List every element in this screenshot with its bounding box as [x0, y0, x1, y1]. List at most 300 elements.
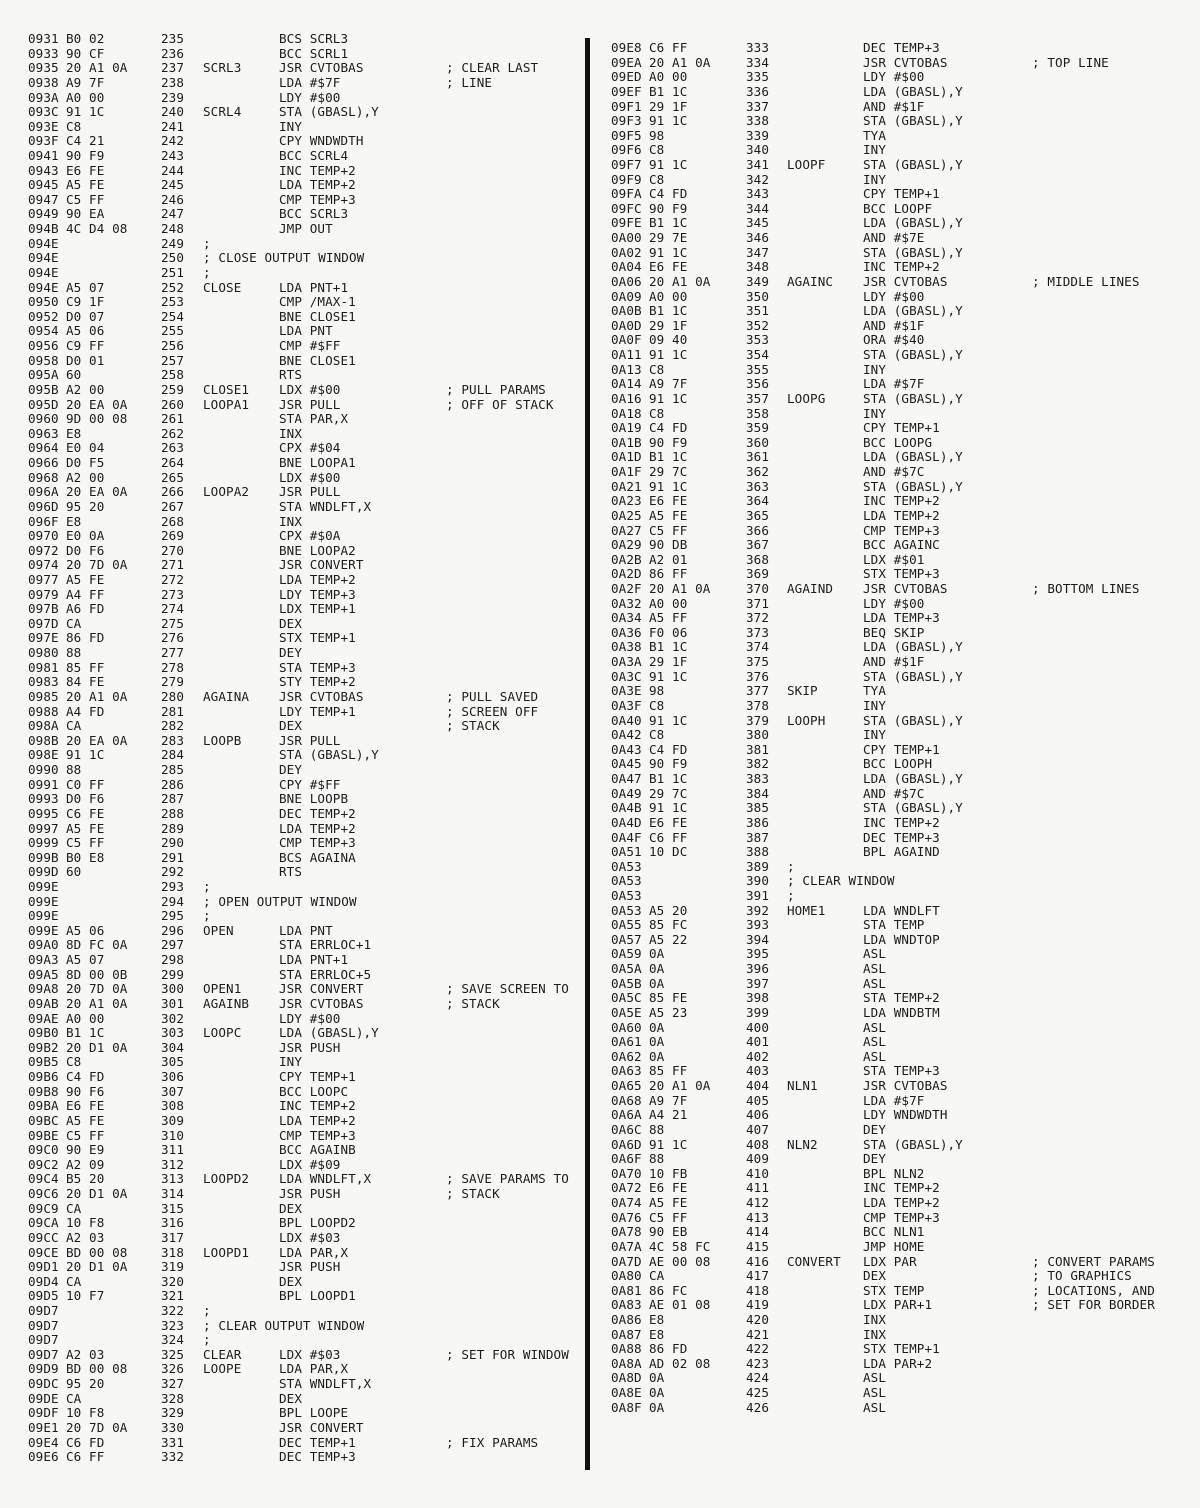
listing-line: 368 [746, 551, 770, 567]
listing-op: RTS [279, 367, 303, 383]
listing-line [596, 230, 1200, 245]
listing-line [596, 1137, 1200, 1152]
listing-addr: 0952 [28, 308, 59, 324]
listing-line [0, 908, 586, 923]
listing-op: INY [279, 1054, 303, 1070]
listing-op: LDY TEMP+1 [279, 703, 356, 719]
listing-code: 85 FC [649, 917, 688, 933]
listing-line: 341 [746, 157, 770, 172]
listing-op: LDA PAR,X [279, 1244, 349, 1260]
listing-op: BPL LOOPE [279, 1405, 349, 1421]
listing-op: BPL LOOPD2 [279, 1215, 356, 1231]
listing-code: D0 F6 [66, 542, 105, 558]
listing-code: E6 FE [649, 259, 688, 275]
listing-line [0, 996, 586, 1011]
listing-line [596, 347, 1200, 362]
listing-code: A5 20 [649, 902, 688, 918]
column-divider [585, 38, 590, 1470]
listing-line [0, 280, 586, 295]
listing-op: LDA PNT+1 [279, 952, 349, 968]
listing-line [596, 844, 1200, 859]
listing-addr: 0A21 [611, 478, 642, 494]
listing-line [596, 215, 1200, 230]
listing-line [0, 1157, 586, 1172]
listing-op: AND #$7C [863, 785, 925, 801]
listing-line [0, 119, 586, 134]
listing-op: LDA #$7F [279, 74, 341, 90]
listing-comment: ; PULL PARAMS [446, 381, 546, 397]
listing-label: ; [203, 1302, 211, 1318]
listing-line [0, 1098, 586, 1113]
listing-op: ORA #$40 [863, 332, 925, 348]
listing-addr: 0A13 [611, 361, 642, 377]
listing-addr: 0963 [28, 425, 59, 441]
listing-code: A5 FE [66, 571, 105, 587]
listing-addr: 0A2B [611, 551, 642, 567]
listing-code: 90 E9 [66, 1142, 105, 1158]
listing-op: LDA WNDLFT [863, 902, 940, 918]
listing-line: 402 [746, 1048, 770, 1064]
listing-addr: 0985 [28, 688, 59, 704]
listing-line [596, 786, 1200, 801]
listing-op: LDX #$03 [279, 1229, 341, 1245]
listing-op: LDX PAR [863, 1253, 917, 1269]
listing-addr: 0A60 [611, 1019, 642, 1035]
listing-op: STA WNDLFT,X [279, 498, 372, 514]
listing-code: 86 FF [649, 566, 688, 582]
listing-line: 268 [161, 513, 185, 529]
listing-code: C5 FF [649, 522, 688, 538]
listing-line: 276 [161, 630, 185, 646]
listing-addr: 09F7 [611, 157, 642, 172]
listing-op: AND #$1F [863, 317, 925, 333]
listing-line [596, 464, 1200, 479]
listing-code: A5 FE [66, 820, 105, 836]
listing-line: 406 [746, 1107, 770, 1123]
listing-addr: 09A0 [28, 937, 59, 953]
listing-line [596, 362, 1200, 377]
listing-line: 373 [746, 624, 770, 640]
listing-addr: 0966 [28, 455, 59, 470]
listing-op: CMP #$FF [279, 338, 341, 353]
listing-line: 399 [746, 1004, 770, 1020]
listing-line: 349 [746, 273, 770, 289]
listing-line [0, 1069, 586, 1084]
listing-line [596, 435, 1200, 450]
listing-addr: 0A3C [611, 668, 642, 684]
listing-code: AE 00 08 [649, 1253, 711, 1269]
listing-addr: 0A53 [611, 888, 642, 903]
listing-line: 354 [746, 347, 770, 362]
listing-line: 246 [161, 191, 185, 207]
listing-op: ASL [863, 1034, 887, 1050]
listing-line: 345 [746, 215, 770, 231]
listing-addr: 0A18 [611, 405, 642, 421]
listing-comment: ; CONVERT PARAMS [1032, 1253, 1155, 1269]
listing-line: 304 [161, 1039, 185, 1055]
listing-line: 371 [746, 595, 770, 611]
listing-code: 88 [66, 645, 82, 660]
listing-op: CPY TEMP+1 [863, 741, 940, 757]
listing-code: C8 [649, 727, 665, 743]
listing-op: STA (GBASL),Y [863, 800, 963, 816]
listing-code: 86 FD [66, 630, 105, 646]
listing-line: 275 [161, 615, 185, 631]
listing-line [596, 1034, 1200, 1049]
listing-line: 389 [746, 858, 770, 874]
listing-line: 328 [161, 1390, 185, 1406]
listing-line [596, 303, 1200, 318]
listing-line [0, 630, 586, 645]
listing-line: 326 [161, 1361, 185, 1377]
listing-code: 90 F9 [649, 756, 688, 772]
listing-line: 236 [161, 45, 185, 61]
listing-line: 407 [746, 1121, 770, 1137]
listing-line [0, 236, 586, 251]
listing-label: ; CLEAR OUTPUT WINDOW [203, 1317, 365, 1333]
listing-op: LDX #$03 [279, 1346, 341, 1362]
listing-addr: 0972 [28, 542, 59, 558]
listing-line [596, 742, 1200, 757]
listing-addr: 098B [28, 732, 59, 748]
listing-code: 0A [649, 946, 665, 962]
listing-line: 256 [161, 338, 185, 353]
listing-code: A2 00 [66, 469, 105, 485]
listing-line: 277 [161, 645, 185, 660]
listing-op: BPL NLN2 [863, 1165, 925, 1181]
listing-op: LDA PNT [279, 323, 333, 339]
listing-line: 301 [161, 995, 185, 1011]
listing-line [596, 1268, 1200, 1283]
listing-line: 401 [746, 1034, 770, 1050]
listing-addr: 0A55 [611, 917, 642, 933]
listing-code: CA [66, 1273, 82, 1289]
listing-code: C5 FF [66, 1127, 105, 1143]
listing-line: 352 [746, 317, 770, 333]
listing-line [0, 791, 586, 806]
listing-op: INY [863, 171, 887, 187]
listing-addr: 0A76 [611, 1209, 642, 1225]
listing-line: 238 [161, 74, 185, 90]
listing-label: CLEAR [203, 1346, 242, 1362]
listing-label: ; [203, 908, 211, 924]
listing-code: A5 FF [649, 610, 688, 626]
listing-line [0, 1288, 586, 1303]
listing-addr: 097E [28, 630, 59, 646]
listing-addr: 09E6 [28, 1449, 59, 1465]
listing-line: 362 [746, 464, 770, 479]
listing-line [596, 698, 1200, 713]
listing-addr: 0935 [28, 60, 59, 76]
listing-line [0, 1361, 586, 1376]
listing-code: A5 FE [649, 507, 688, 523]
listing-addr: 099D [28, 864, 59, 880]
listing-addr: 0A88 [611, 1341, 642, 1357]
listing-addr: 09BE [28, 1127, 59, 1143]
listing-op: CPY TEMP+1 [863, 420, 940, 436]
listing-code: 20 D1 0A [66, 1039, 128, 1055]
listing-line: 283 [161, 732, 185, 748]
listing-op: STX TEMP [863, 1282, 925, 1298]
listing-code: 20 D1 0A [66, 1186, 128, 1201]
listing-op: INY [863, 697, 887, 713]
listing-line: 426 [746, 1399, 770, 1415]
listing-line: 351 [746, 303, 770, 319]
listing-addr: 0A45 [611, 756, 642, 772]
listing-code: A2 01 [649, 551, 688, 567]
listing-addr: 094E [28, 235, 59, 251]
listing-code: B5 20 [66, 1171, 105, 1187]
listing-line: 356 [746, 376, 770, 392]
listing-code: 20 A1 0A [649, 1078, 711, 1093]
listing-op: BCS SCRL3 [279, 31, 349, 46]
listing-addr: 09EA [611, 54, 642, 70]
listing-label: LOOPE [203, 1361, 242, 1377]
listing-code: D0 F6 [66, 791, 105, 807]
listing-addr: 09CE [28, 1244, 59, 1260]
listing-line [596, 201, 1200, 216]
listing-line: 419 [746, 1297, 770, 1313]
listing-line [596, 523, 1200, 538]
listing-line: 348 [746, 259, 770, 275]
listing-comment: ; SAVE SCREEN TO [446, 981, 569, 997]
listing-line [0, 31, 586, 46]
listing-op: JSR CONVERT [279, 1419, 364, 1435]
listing-line [0, 206, 586, 221]
listing-code: B1 1C [649, 449, 688, 465]
listing-addr: 09DC [28, 1376, 59, 1391]
listing-op: DEX [279, 1200, 303, 1216]
listing-addr: 0A6A [611, 1107, 642, 1123]
listing-line [596, 596, 1200, 611]
listing-line [596, 800, 1200, 815]
listing-code: 91 1C [649, 244, 688, 260]
listing-line: 390 [746, 873, 770, 889]
listing-line [596, 1078, 1200, 1093]
listing-code: A0 00 [66, 1010, 105, 1026]
listing-line: 423 [746, 1355, 770, 1371]
listing-addr: 0950 [28, 294, 59, 310]
listing-op: STA (GBASL),Y [863, 668, 963, 684]
listing-label: ; [203, 235, 211, 251]
listing-addr: 09A5 [28, 966, 59, 982]
listing-comment: ; SAVE PARAMS TO [446, 1171, 569, 1187]
listing-line: 314 [161, 1186, 185, 1201]
listing-addr: 099E [28, 922, 59, 938]
listing-addr: 0A8E [611, 1385, 642, 1400]
listing-op: INX [863, 1311, 887, 1327]
listing-addr: 09B2 [28, 1039, 59, 1055]
listing-code: C8 [649, 405, 665, 421]
listing-line [0, 952, 586, 967]
listing-line: 313 [161, 1171, 185, 1187]
listing-line [0, 1449, 586, 1464]
listing-addr: 096F [28, 513, 59, 529]
listing-code: 0A [649, 1034, 665, 1050]
listing-code: A2 09 [66, 1156, 105, 1172]
listing-label: NLN2 [787, 1136, 818, 1152]
listing-line [0, 133, 586, 148]
listing-line [0, 572, 586, 587]
listing-line: 393 [746, 917, 770, 933]
listing-line: 392 [746, 902, 770, 918]
listing-addr: 0A68 [611, 1092, 642, 1108]
listing-line [596, 830, 1200, 845]
listing-line: 255 [161, 323, 185, 339]
listing-addr: 0A8D [611, 1370, 642, 1386]
listing-line [596, 1195, 1200, 1210]
listing-line: 377 [746, 683, 770, 699]
listing-code: A0 00 [649, 288, 688, 304]
listing-addr: 0A1D [611, 449, 642, 465]
listing-line: 381 [746, 741, 770, 757]
listing-line: 322 [161, 1302, 185, 1318]
listing-line [0, 163, 586, 178]
listing-addr: 0949 [28, 206, 59, 222]
listing-op: INC TEMP+2 [863, 493, 940, 509]
listing-line: 318 [161, 1244, 185, 1260]
listing-label: AGAINB [203, 995, 250, 1011]
listing-line [0, 674, 586, 689]
listing-op: INY [863, 361, 887, 377]
listing-addr: 0A16 [611, 390, 642, 406]
listing-code: A2 00 [66, 381, 105, 397]
listing-line: 317 [161, 1229, 185, 1245]
listing-addr: 0A4B [611, 800, 642, 816]
listing-code: A5 07 [66, 952, 105, 968]
listing-op: BCC SCRL3 [279, 206, 349, 222]
listing-line [596, 55, 1200, 70]
listing-label: NLN1 [787, 1078, 818, 1093]
listing-line: 397 [746, 975, 770, 991]
listing-line [596, 610, 1200, 625]
listing-addr: 09B0 [28, 1025, 59, 1041]
listing-op: LDA TEMP+3 [863, 610, 940, 626]
listing-line: 242 [161, 133, 185, 149]
listing-code: 91 1C [649, 478, 688, 494]
listing-line: 415 [746, 1238, 770, 1254]
listing-comment: ; MIDDLE LINES [1032, 273, 1140, 289]
listing-op: DEY [863, 1121, 887, 1137]
listing-code: A0 00 [649, 595, 688, 611]
listing-line [596, 917, 1200, 932]
listing-op: INC TEMP+2 [863, 814, 940, 830]
listing-addr: 098A [28, 718, 59, 734]
listing-op: LDX PAR+1 [863, 1297, 933, 1313]
listing-op: INY [863, 727, 887, 743]
listing-op: STX TEMP+1 [863, 1341, 940, 1357]
listing-op: BPL LOOPD1 [279, 1288, 356, 1304]
listing-line: 308 [161, 1098, 185, 1114]
listing-code: B1 1C [649, 639, 688, 655]
listing-code: CA [649, 1268, 665, 1284]
listing-line [0, 587, 586, 602]
listing-line [596, 1063, 1200, 1078]
listing-op: INX [279, 425, 303, 441]
listing-code: C8 [649, 171, 665, 187]
listing-line: 327 [161, 1376, 185, 1391]
listing-line: 260 [161, 396, 185, 412]
listing-addr: 09BC [28, 1112, 59, 1128]
listing-op: JMP HOME [863, 1238, 925, 1254]
listing-comment: ; SET FOR WINDOW [446, 1346, 569, 1362]
listing-line [0, 616, 586, 631]
listing-line: 269 [161, 528, 185, 544]
listing-op: JSR CVTOBAS [279, 60, 364, 76]
listing-op: BCC SCRL1 [279, 45, 349, 61]
listing-addr: 0997 [28, 820, 59, 836]
listing-op: STA PAR,X [279, 411, 349, 427]
listing-op: STA (GBASL),Y [863, 1136, 963, 1152]
listing-comment: ; STACK [446, 995, 500, 1011]
listing-line: 247 [161, 206, 185, 222]
listing-line [0, 894, 586, 909]
listing-op: STA (GBASL),Y [863, 347, 963, 362]
listing-op: BNE LOOPA2 [279, 542, 356, 558]
listing-addr: 0A51 [611, 844, 642, 860]
listing-addr: 09C9 [28, 1200, 59, 1216]
listing-op: STA (GBASL),Y [863, 244, 963, 260]
listing-addr: 0A72 [611, 1180, 642, 1196]
listing-code: 20 EA 0A [66, 484, 128, 500]
listing-addr: 094E [28, 279, 59, 295]
listing-line: 391 [746, 888, 770, 903]
listing-line: 286 [161, 776, 185, 792]
listing-code: E6 FE [649, 493, 688, 509]
listing-op: AND #$1F [863, 654, 925, 669]
listing-addr: 09AE [28, 1010, 59, 1026]
listing-label: ; [203, 879, 211, 894]
listing-line [596, 1107, 1200, 1122]
listing-line: 316 [161, 1215, 185, 1231]
listing-line: 264 [161, 455, 185, 470]
listing-line [596, 318, 1200, 333]
listing-addr: 09E4 [28, 1434, 59, 1450]
listing-line: 243 [161, 148, 185, 163]
listing-code: B1 1C [66, 1025, 105, 1041]
listing-line: 263 [161, 440, 185, 456]
listing-code: A6 FD [66, 601, 105, 617]
listing-addr: 0956 [28, 338, 59, 353]
listing-code: 29 7E [649, 230, 688, 246]
listing-op: AND #$7C [863, 464, 925, 479]
listing-label: ; OPEN OUTPUT WINDOW [203, 893, 357, 909]
listing-line [596, 391, 1200, 406]
listing-addr: 09D4 [28, 1273, 59, 1289]
listing-code: BD 00 08 [66, 1361, 128, 1377]
listing-addr: 0945 [28, 177, 59, 193]
listing-line [0, 937, 586, 952]
listing-line: 324 [161, 1332, 185, 1348]
listing-op: STA (GBASL),Y [863, 478, 963, 494]
listing-line: 295 [161, 908, 185, 924]
listing-code: 29 1F [649, 654, 688, 669]
listing-line: 375 [746, 654, 770, 669]
listing-line [0, 104, 586, 119]
listing-line [596, 406, 1200, 421]
listing-op: LDX #$00 [279, 469, 341, 485]
listing-addr: 0A87 [611, 1326, 642, 1342]
listing-line [596, 976, 1200, 991]
listing-comment: ; LINE [446, 74, 493, 90]
listing-addr: 0A4F [611, 829, 642, 845]
listing-line: 364 [746, 493, 770, 509]
listing-addr: 0999 [28, 835, 59, 851]
listing-op: LDA TEMP+2 [279, 177, 356, 193]
listing-addr: 0A53 [611, 858, 642, 874]
listing-op: BEQ SKIP [863, 624, 925, 640]
listing-line [596, 873, 1200, 888]
